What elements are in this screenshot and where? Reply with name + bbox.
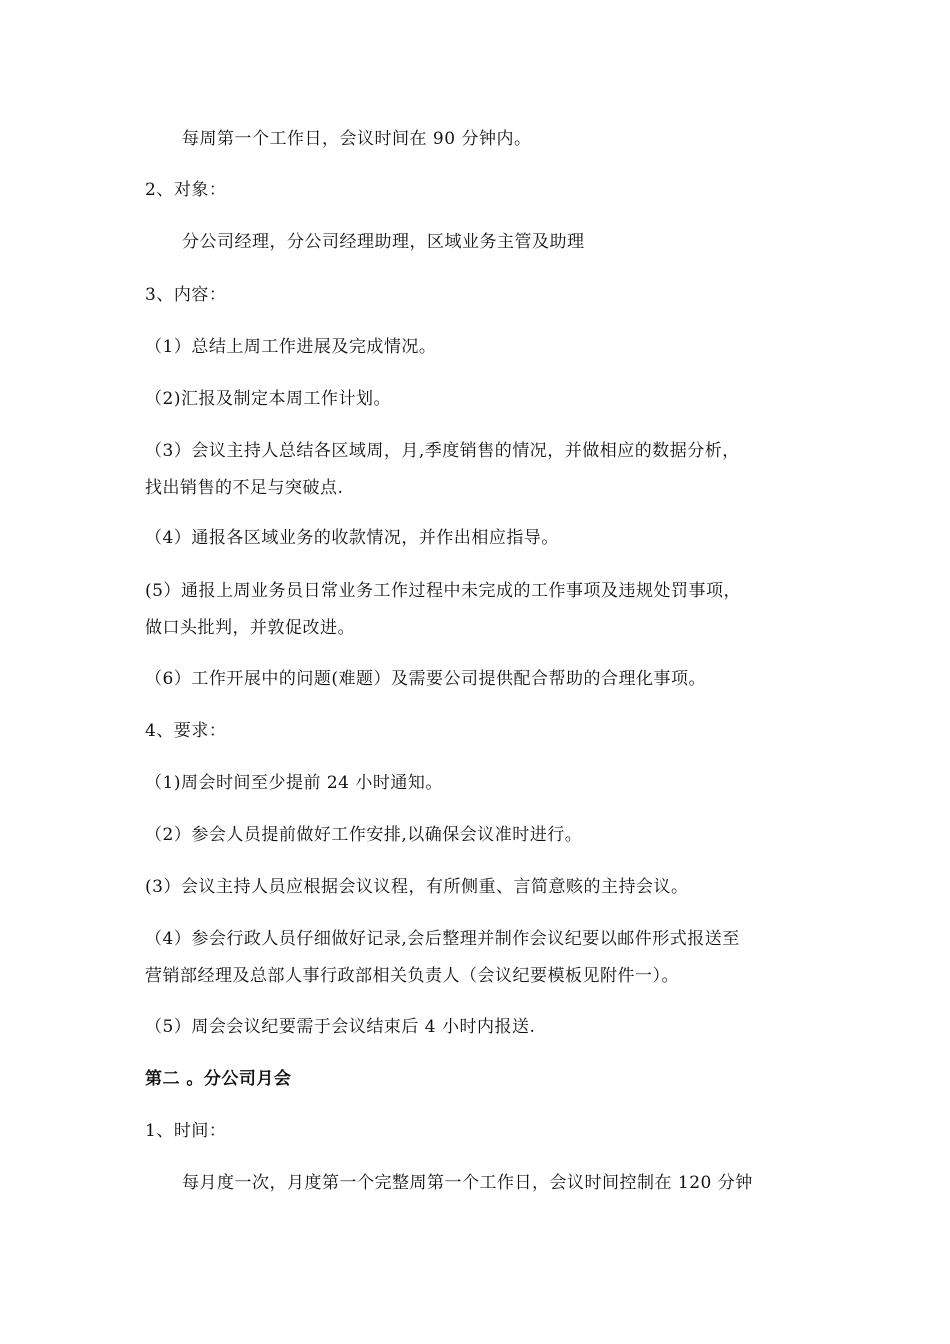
content-item-2: （2)汇报及制定本周工作计划。: [145, 389, 391, 409]
requirement-item-4-continued: 营销部经理及总部人事行政部相关负责人（会议纪要模板见附件一）。: [145, 966, 679, 986]
content-item-1: （1）总结上周工作进展及完成情况。: [145, 337, 437, 357]
monthly-meeting-heading: 第二 。分公司月会: [145, 1069, 292, 1089]
content-item-3-continued: 找出销售的不足与突破点.: [145, 478, 344, 498]
content-item-3: （3）会议主持人总结各区域周，月,季度销售的情况，并做相应的数据分析，: [145, 441, 740, 461]
requirement-item-5: （5）周会会议纪要需于会议结束后 4 小时内报送.: [145, 1017, 536, 1037]
section-content-heading: 3、内容：: [145, 285, 227, 305]
requirement-item-4: （4）参会行政人员仔细做好记录,会后整理并制作会议纪要以邮件形式报送至: [145, 929, 740, 949]
section-time-heading: 1、时间：: [145, 1121, 227, 1141]
section-requirements-heading: 4、要求：: [145, 721, 227, 741]
content-item-4: （4）通报各区域业务的收款情况，并作出相应指导。: [145, 528, 559, 548]
meeting-time-text: 每周第一个工作日，会议时间在 90 分钟内。: [182, 129, 532, 149]
content-item-5: (5）通报上周业务员日常业务工作过程中未完成的工作事项及违规处罚事项，: [145, 581, 741, 601]
content-item-5-continued: 做口头批判，并敦促改进。: [145, 618, 355, 638]
requirement-item-3: (3）会议主持人员应根据会议议程，有所侧重、言简意赅的主持会议。: [145, 877, 689, 897]
requirement-item-2: （2）参会人员提前做好工作安排,以确保会议准时进行。: [145, 825, 583, 845]
audience-text: 分公司经理，分公司经理助理，区域业务主管及助理: [182, 232, 585, 252]
monthly-meeting-time-text: 每月度一次，月度第一个完整周第一个工作日，会议时间控制在 120 分钟: [182, 1173, 753, 1193]
requirement-item-1: （1)周会时间至少提前 24 小时通知。: [145, 773, 443, 793]
content-item-6: （6）工作开展中的问题(难题）及需要公司提供配合帮助的合理化事项。: [145, 669, 706, 689]
section-audience-heading: 2、对象：: [145, 180, 227, 200]
